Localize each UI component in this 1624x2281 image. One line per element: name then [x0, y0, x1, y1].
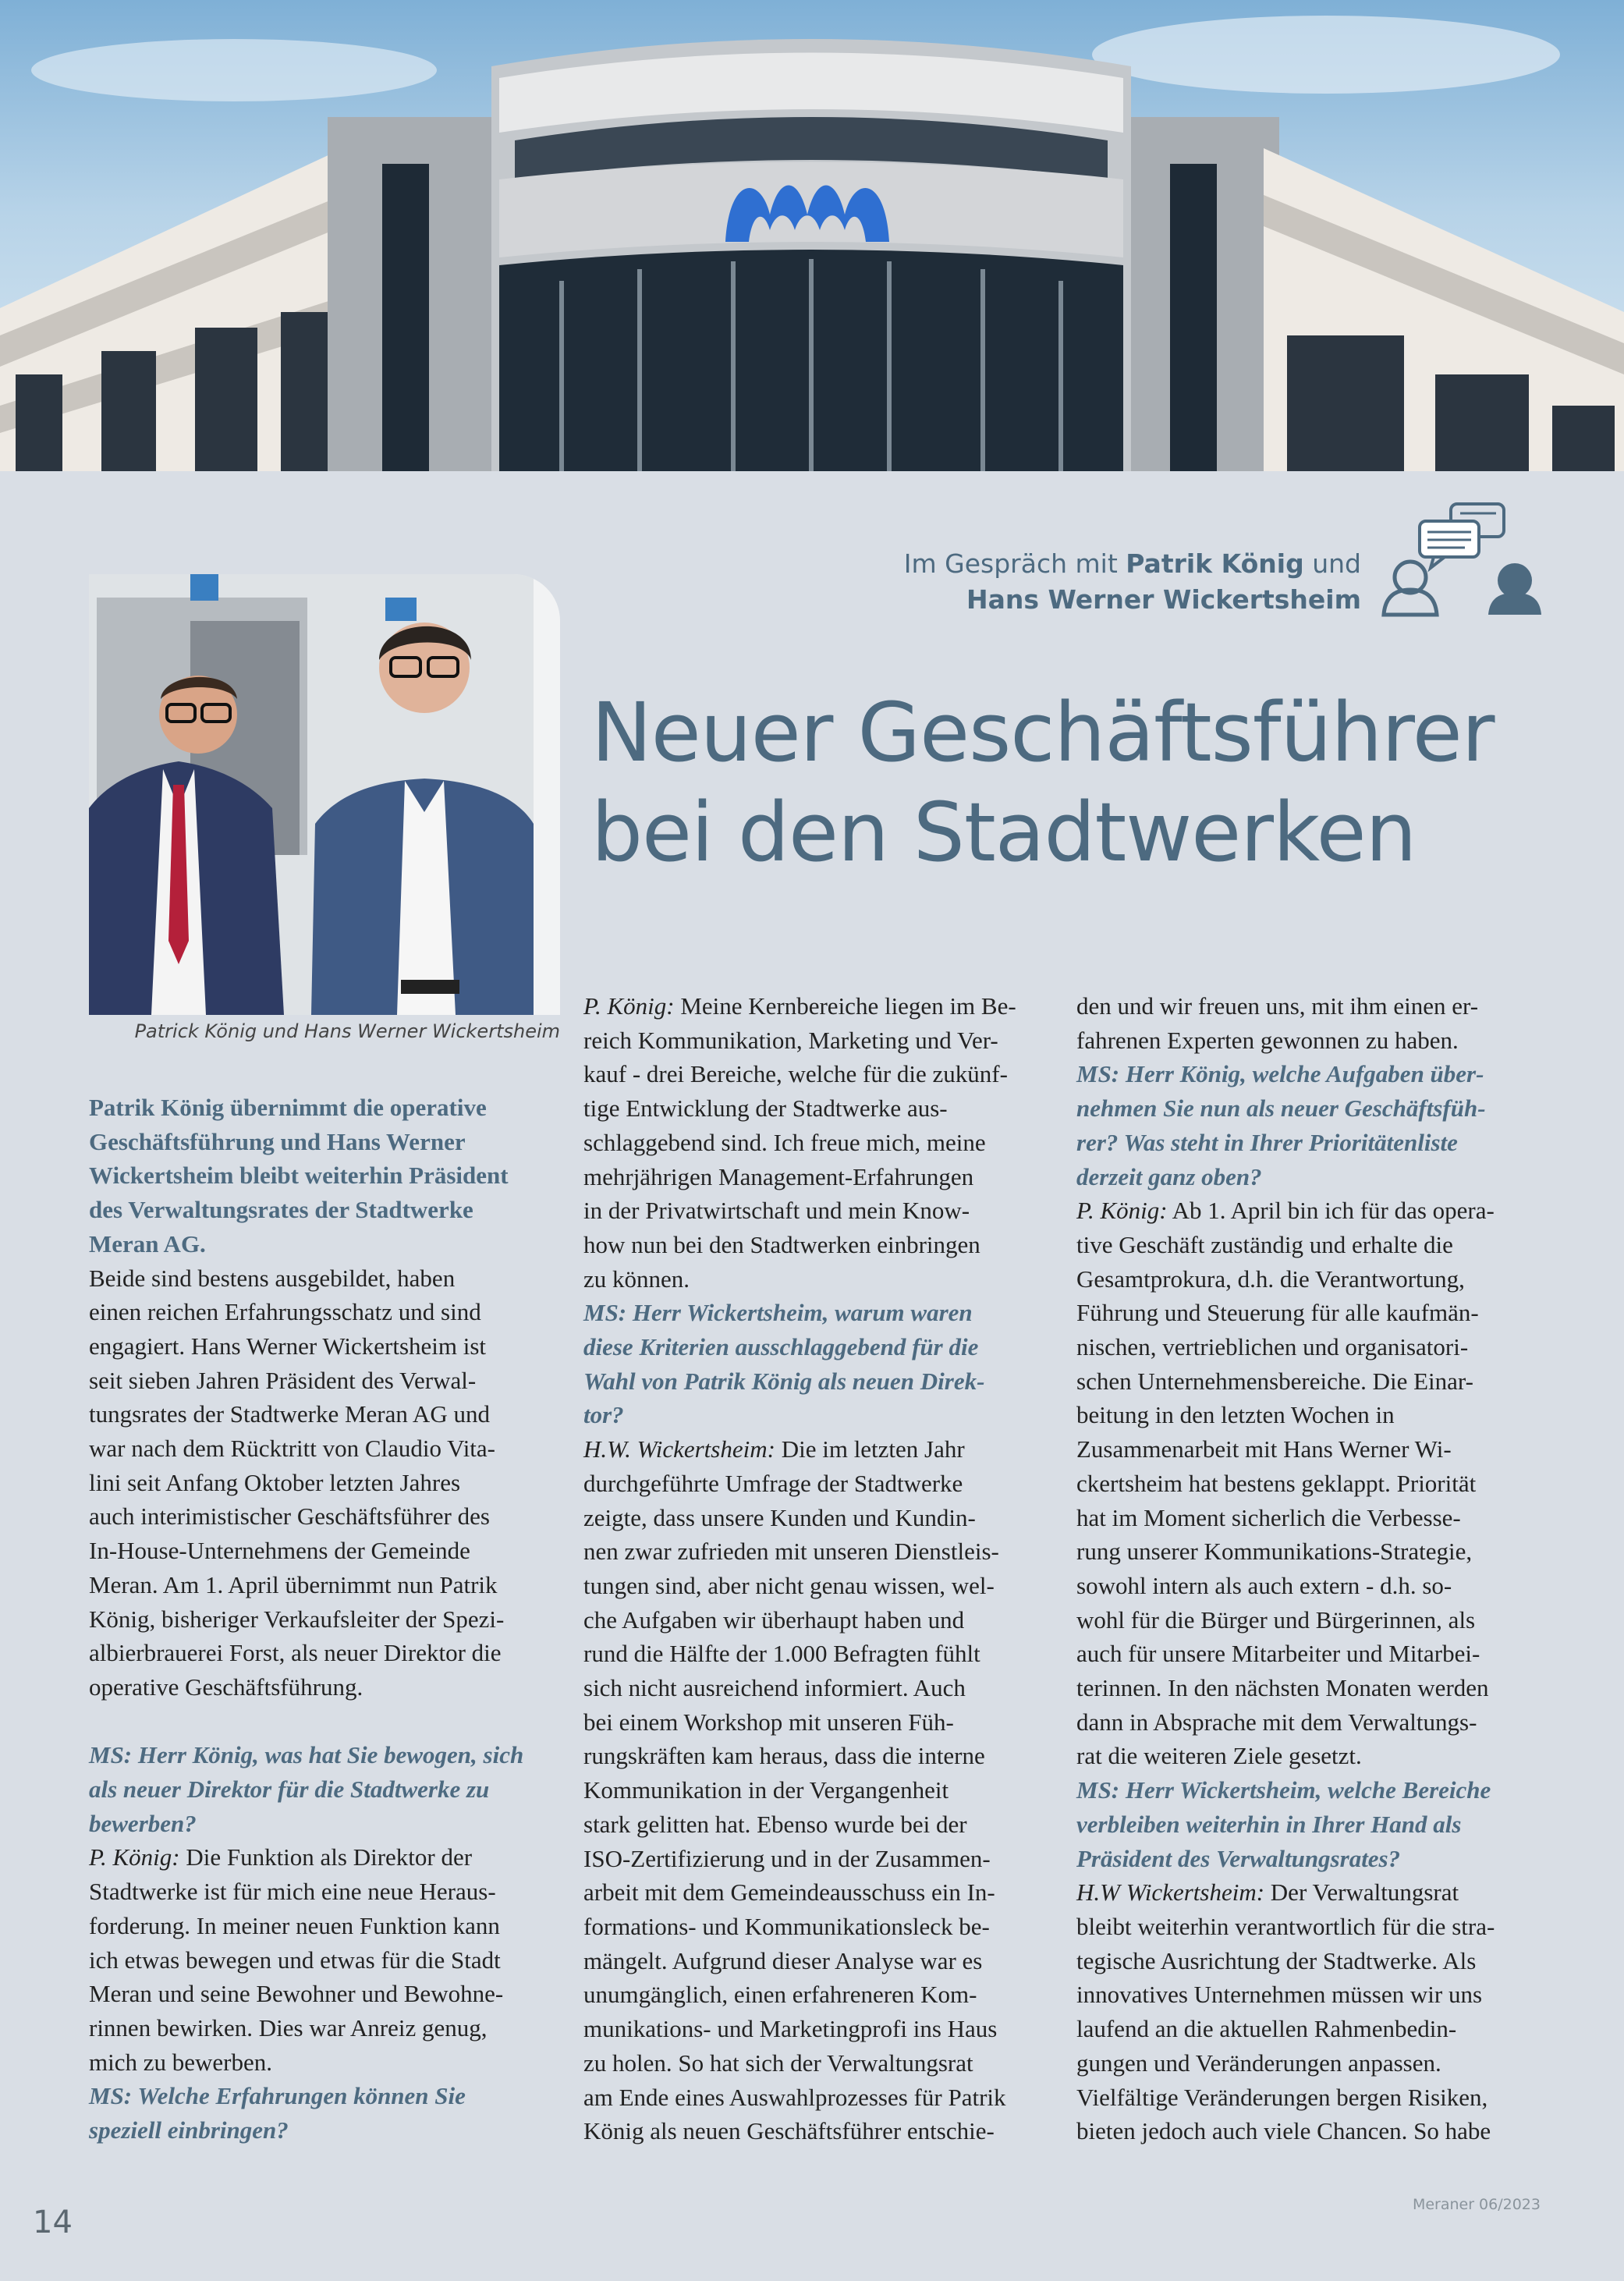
answer-line	[583, 989, 1051, 1023]
lead-paragraph	[89, 1091, 557, 1261]
answer-line: kauf - drei Bereiche, welche für die zukünf-	[583, 1060, 1008, 1088]
answer-line	[1076, 1194, 1544, 1228]
answer-line: ich etwas bewegen und etwas für die Stadt	[89, 1946, 501, 1974]
answer-line: Stadtwerke ist für mich eine neue Heraus-	[89, 1878, 496, 1906]
question-line: verbleiben weiterhin in Ihrer Hand als	[1076, 1810, 1462, 1838]
answer-line: arbeit mit dem Gemeindeausschuss ein In-	[583, 1878, 995, 1907]
answer-text: Die im letzten Jahr	[775, 1435, 965, 1463]
answer-line: mängelt. Aufgrund dieser Analyse war es	[583, 1946, 983, 1974]
answer-line: how nun bei den Stadtwerken einbringen	[583, 1230, 980, 1258]
question-line: rer? Was steht in Ihrer Prioritätenliste	[1076, 1128, 1458, 1156]
speaker-label: P. König:	[89, 1843, 180, 1871]
answer-line: unumgänglich, einen erfahreneren Kom-	[583, 1981, 977, 2009]
answer-line: König als neuen Geschäftsführer entschie-	[583, 2117, 995, 2145]
answer-text: Der Verwaltungsrat	[1264, 1878, 1459, 1907]
answer-line: rungskräften kam heraus, dass die interne	[583, 1742, 985, 1770]
interview-kicker	[904, 546, 1361, 618]
answer-line: rund die Hälfte der 1.000 Befragten fühlt	[583, 1640, 980, 1668]
answer-line: beitung in den letzten Wochen in	[1076, 1401, 1395, 1429]
body-line: In-House-Unternehmens der Gemeinde	[89, 1537, 470, 1565]
answer-text: Meine Kernbereiche liegen im Be-	[674, 992, 1016, 1020]
question-line: speziell einbringen?	[89, 2116, 289, 2144]
answer-text: Die Funktion als Direktor der	[179, 1843, 473, 1871]
question-3	[583, 1296, 1051, 1432]
answer-line: rung unserer Kommunikations-Strategie,	[1076, 1538, 1473, 1566]
paragraph-gap	[89, 1705, 557, 1739]
issue-label: Meraner 06/2023	[1412, 2196, 1541, 2213]
body-line: operative Geschäftsführung.	[89, 1673, 363, 1701]
question-line: diese Kriterien ausschlaggebend für die	[583, 1333, 979, 1361]
text-column-2	[583, 989, 1051, 2148]
answer-line: formations- und Kommunikationsleck be-	[583, 1912, 990, 1940]
answer-line: ISO-Zertifizierung und in der Zusammen-	[583, 1844, 991, 1872]
page-title-line-2: bei den Stadtwerken	[591, 785, 1417, 880]
question-line: bewerben?	[89, 1809, 197, 1837]
answer-line: nen zwar zufrieden mit unseren Dienstleis-	[583, 1538, 999, 1566]
answer-line	[89, 1840, 557, 1875]
body-line: auch interimistischer Geschäftsführer des	[89, 1502, 490, 1531]
body-line: tungsrates der Stadtwerke Meran AG und	[89, 1400, 490, 1428]
answer-line: sowohl intern als auch extern - d.h. so-	[1076, 1571, 1452, 1599]
answer-line: Kommunikation in der Vergangenheit	[583, 1776, 949, 1804]
answer-text: Ab 1. April bin ich für das opera-	[1167, 1197, 1495, 1225]
question-4	[1076, 1057, 1544, 1194]
answer-1	[89, 1840, 557, 2079]
hero-building-image	[0, 0, 1624, 471]
intro-paragraph	[89, 1261, 557, 1705]
answer-line: terinnen. In den nächsten Monaten werden	[1076, 1674, 1489, 1702]
text-column-3	[1076, 989, 1544, 2148]
page-title	[591, 683, 1551, 882]
answer-line: tige Entwicklung der Stadtwerke aus-	[583, 1094, 948, 1123]
speaker-label: H.W. Wickertsheim:	[583, 1435, 775, 1463]
answer-5	[1076, 1875, 1544, 2148]
answer-line: innovatives Unternehmen müssen wir uns	[1076, 1981, 1483, 2009]
answer-3-continued	[1076, 989, 1544, 1057]
answer-line: fahrenen Experten gewonnen zu haben.	[1076, 1026, 1459, 1054]
answer-line: zu holen. So hat sich der Verwaltungsrat	[583, 2049, 973, 2077]
body-line: einen reichen Erfahrungsschatz und sind	[89, 1298, 481, 1326]
lead-line: Meran AG.	[89, 1229, 206, 1258]
answer-line: bei einem Workshop mit unseren Füh-	[583, 1708, 954, 1736]
question-line: MS: Welche Erfahrungen können Sie	[89, 2082, 466, 2110]
building-logo-icon	[722, 168, 893, 246]
answer-line: zeigte, dass unsere Kunden und Kundin-	[583, 1503, 976, 1531]
answer-line: mich zu bewerben.	[89, 2048, 272, 2076]
kicker-name-koenig: Patrik König	[1126, 548, 1304, 579]
answer-line: mehrjährigen Management-Erfahrungen	[583, 1162, 974, 1190]
body-line: Beide sind bestens ausgebildet, haben	[89, 1264, 456, 1292]
answer-line: den und wir freuen uns, mit ihm einen er-	[1076, 992, 1479, 1020]
answer-line: bleibt weiterhin verantwortlich für die stra-	[1076, 1912, 1495, 1940]
body-line: war nach dem Rücktritt von Claudio Vita-	[89, 1435, 496, 1463]
kicker-and: und	[1303, 548, 1361, 579]
answer-line: Vielfältige Veränderungen bergen Risiken,	[1076, 2083, 1488, 2111]
question-line: Präsident des Verwaltungsrates?	[1076, 1844, 1401, 1872]
answer-line: sich nicht ausreichend informiert. Auch	[583, 1674, 966, 1702]
body-line: lini seit Anfang Oktober letzten Jahres	[89, 1468, 461, 1496]
page-number: 14	[33, 2205, 73, 2240]
question-line: MS: Herr König, welche Aufgaben über-	[1076, 1060, 1484, 1088]
question-line: tor?	[583, 1401, 624, 1429]
answer-line: Meran und seine Bewohner und Bewohne-	[89, 1980, 504, 2008]
person-filled-icon	[1488, 563, 1541, 615]
lead-line: Wickertsheim bleibt weiterhin Präsident	[89, 1162, 509, 1190]
answer-line: nischen, vertrieblichen und organisatori-	[1076, 1333, 1469, 1361]
answer-line: Führung und Steuerung für alle kaufmän-	[1076, 1299, 1479, 1327]
page-title-line-1: Neuer Geschäftsführer	[591, 685, 1495, 780]
question-line: MS: Herr König, was hat Sie bewogen, sich	[89, 1741, 524, 1769]
lead-line: Geschäftsführung und Hans Werner	[89, 1127, 466, 1155]
lead-line: des Verwaltungsrates der Stadtwerke	[89, 1196, 473, 1224]
answer-line: tive Geschäft zuständig und erhalte die	[1076, 1230, 1453, 1258]
answer-line: bieten jedoch auch viele Chancen. So habe	[1076, 2117, 1491, 2145]
lead-line: Patrik König übernimmt die operative	[89, 1094, 487, 1121]
answer-line: stark gelitten hat. Ebenso wurde bei der	[583, 1810, 967, 1838]
answer-line: hat im Moment sicherlich die Verbesse-	[1076, 1503, 1461, 1531]
answer-line: auch für unsere Mitarbeiter und Mitarbei-	[1076, 1640, 1480, 1668]
answer-2	[583, 989, 1051, 1296]
answer-line: che Aufgaben wir überhaupt haben und	[583, 1605, 965, 1634]
kicker-name-wickertsheim: Hans Werner Wickertsheim	[966, 584, 1361, 615]
answer-line: am Ende eines Auswahlprozesses für Patrik	[583, 2083, 1006, 2111]
answer-line: rinnen bewirken. Dies war Anreiz genug,	[89, 2013, 488, 2042]
answer-line: in der Privatwirtschaft und mein Know-	[583, 1197, 970, 1225]
portrait-photo	[89, 574, 560, 1015]
answer-3	[583, 1432, 1051, 2148]
question-2	[89, 2079, 557, 2147]
question-line: nehmen Sie nun als neuer Geschäftsfüh-	[1076, 1094, 1486, 1123]
kicker-prefix: Im Gespräch mit	[903, 548, 1126, 579]
speaker-label: H.W Wickertsheim:	[1076, 1878, 1265, 1907]
text-column-1	[89, 1091, 557, 2148]
answer-line: zu können.	[583, 1265, 690, 1293]
answer-line: schen Unternehmensbereiche. Die Einar-	[1076, 1367, 1473, 1395]
body-line: Meran. Am 1. April übernimmt nun Patrik	[89, 1570, 498, 1598]
speaker-label: P. König:	[583, 992, 675, 1020]
question-line: derzeit ganz oben?	[1076, 1162, 1262, 1190]
question-1	[89, 1738, 557, 1840]
question-line: MS: Herr Wickertsheim, warum waren	[583, 1299, 973, 1327]
answer-line: wohl für die Bürger und Bürgerinnen, als	[1076, 1605, 1476, 1634]
answer-line: schlaggebend sind. Ich freue mich, meine	[583, 1128, 986, 1156]
question-line: Wahl von Patrik König als neuen Direk-	[583, 1367, 985, 1395]
answer-line: ckertsheim hat bestens geklappt. Priorität	[1076, 1469, 1477, 1497]
answer-line: gungen und Veränderungen anpassen.	[1076, 2049, 1441, 2077]
answer-line: munikations- und Marketingprofi ins Haus	[583, 2015, 998, 2043]
answer-line: tungen sind, aber nicht genau wissen, wel-	[583, 1571, 995, 1599]
answer-line: durchgeführte Umfrage der Stadtwerke	[583, 1469, 963, 1497]
answer-4	[1076, 1194, 1544, 1773]
chat-bubbles-icon	[1379, 499, 1551, 624]
answer-line: Zusammenarbeit mit Hans Werner Wi-	[1076, 1435, 1452, 1463]
answer-line: forderung. In meiner neuen Funktion kann	[89, 1911, 500, 1939]
question-line: als neuer Direktor für die Stadtwerke zu	[89, 1775, 490, 1804]
speaker-label: P. König:	[1076, 1197, 1168, 1225]
answer-line: Gesamtprokura, d.h. die Verantwortung,	[1076, 1265, 1465, 1293]
answer-line	[583, 1432, 1051, 1467]
question-5	[1076, 1773, 1544, 1875]
photo-caption: Patrick König und Hans Werner Wickertsheim	[134, 1020, 560, 1042]
answer-line: dann in Absprache mit dem Verwaltungs-	[1076, 1708, 1477, 1736]
answer-line: reich Kommunikation, Marketing und Ver-	[583, 1026, 998, 1054]
body-line: König, bisheriger Verkaufsleiter der Spezi-	[89, 1605, 505, 1633]
answer-line: rat die weiteren Ziele gesetzt.	[1076, 1742, 1362, 1770]
question-line: MS: Herr Wickertsheim, welche Bereiche	[1076, 1776, 1491, 1804]
answer-line: laufend an die aktuellen Rahmenbedin-	[1076, 2015, 1457, 2043]
body-line: seit sieben Jahren Präsident des Verwal-	[89, 1366, 477, 1394]
body-line: albierbrauerei Forst, als neuer Direktor die	[89, 1639, 502, 1667]
answer-line	[1076, 1875, 1544, 1910]
answer-line: tegische Ausrichtung der Stadtwerke. Als	[1076, 1946, 1477, 1974]
body-line: engagiert. Hans Werner Wickertsheim ist	[89, 1332, 487, 1360]
